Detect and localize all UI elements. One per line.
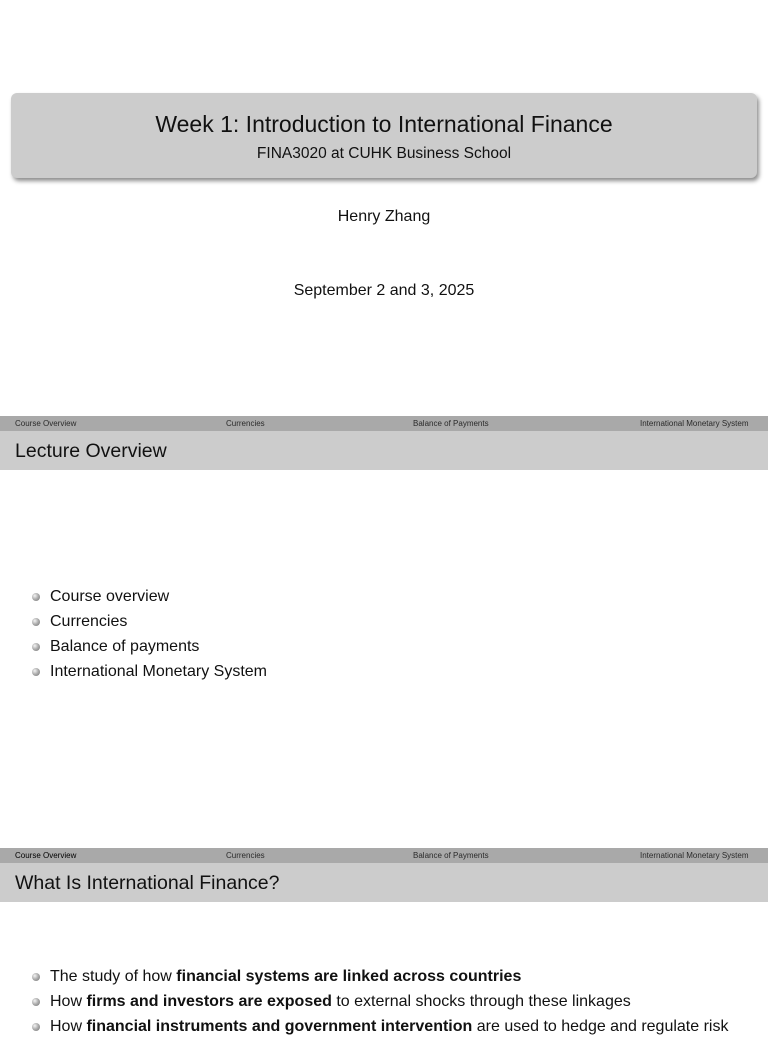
list-item: The study of how financial systems are linked across countries (0, 964, 728, 989)
frame-title-bar (0, 431, 768, 470)
nav-section-course-overview[interactable]: Course Overview (15, 419, 77, 428)
list-item: How financial instruments and government intervention are used to hedge and regulate risk (0, 1014, 728, 1039)
nav-section-course-overview[interactable]: Course Overview (15, 851, 77, 860)
title-block (11, 93, 757, 178)
bullet-icon (32, 618, 40, 626)
list-item: Currencies (0, 609, 267, 634)
list-item: International Monetary System (0, 659, 267, 684)
list-item: Course overview (0, 584, 267, 609)
bullet-icon (32, 668, 40, 676)
bullet-icon (32, 973, 40, 981)
list-item: Balance of payments (0, 634, 267, 659)
nav-section-balance-of-payments[interactable]: Balance of Payments (413, 851, 489, 860)
frame-title-bar (0, 863, 768, 902)
nav-section-international-monetary-system[interactable]: International Monetary System (640, 851, 749, 860)
nav-section-currencies[interactable]: Currencies (226, 851, 265, 860)
bullet-icon (32, 593, 40, 601)
definition-list (0, 964, 728, 1039)
bullet-icon (32, 643, 40, 651)
nav-section-balance-of-payments[interactable]: Balance of Payments (413, 419, 489, 428)
list-item: How firms and investors are exposed to external shocks through these linkages (0, 989, 728, 1014)
author-name: Henry Zhang (337, 208, 431, 225)
frame-title: What Is International Finance? (15, 872, 280, 894)
presentation-subtitle: FINA3020 at CUHK Business School (256, 145, 512, 162)
nav-section-currencies[interactable]: Currencies (226, 419, 265, 428)
nav-section-international-monetary-system[interactable]: International Monetary System (640, 419, 749, 428)
presentation-title: Week 1: Introduction to International Finance (155, 111, 613, 137)
bullet-icon (32, 998, 40, 1006)
section-navbar (0, 416, 768, 431)
frame-title: Lecture Overview (15, 440, 167, 462)
presentation-date: September 2 and 3, 2025 (293, 282, 475, 299)
section-navbar (0, 848, 768, 863)
lecture-overview-list (0, 584, 267, 684)
